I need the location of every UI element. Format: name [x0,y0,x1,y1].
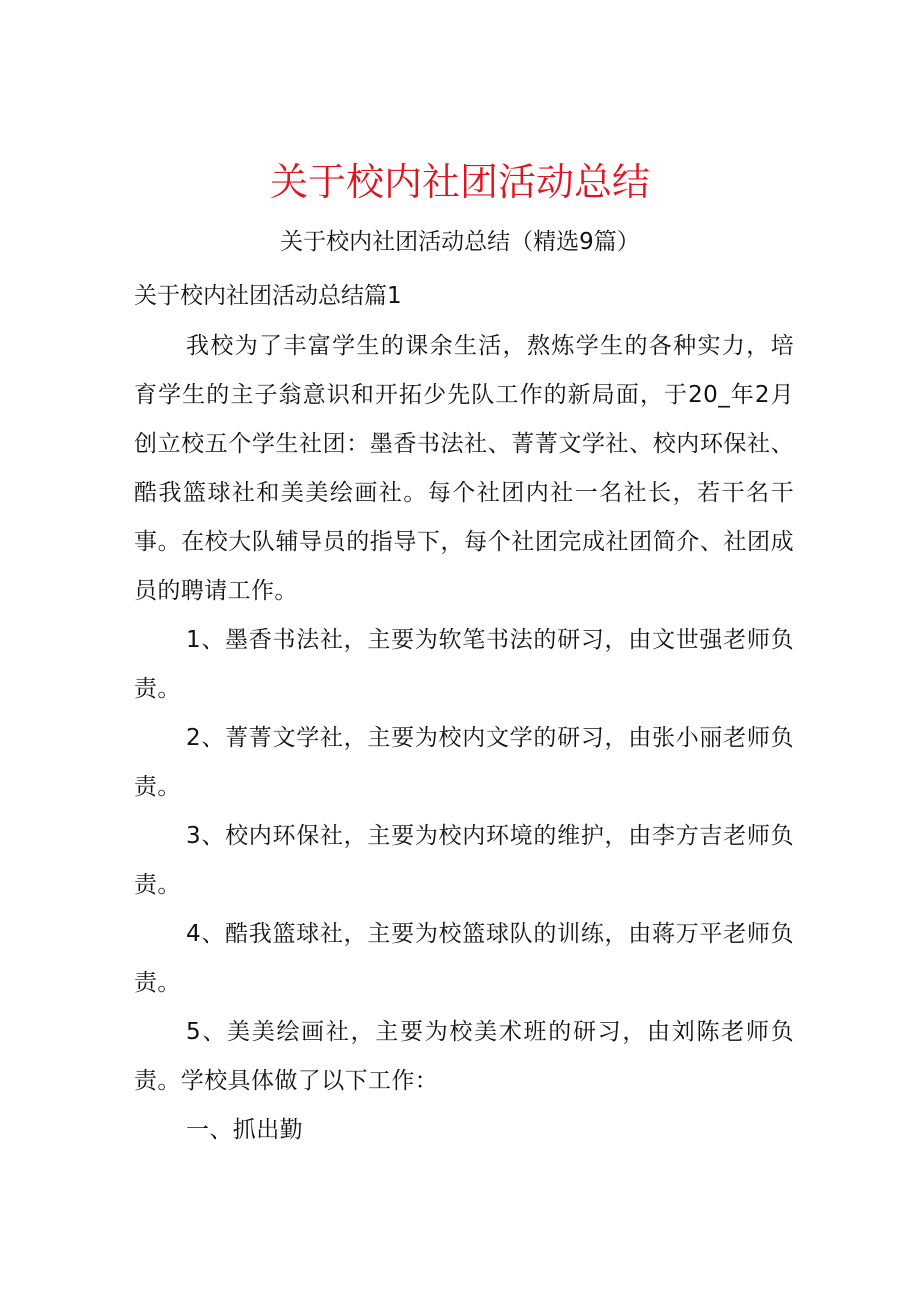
section-heading: 关于校内社团活动总结篇1 [134,283,402,309]
paragraph-club-3: 3、校内环保社，主要为校内环境的维护，由李方吉老师负责。 [134,823,794,898]
document-subtitle: 关于校内社团活动总结（精选9篇） [280,229,640,255]
paragraph-club-5: 5、美美绘画社，主要为校美术班的研习，由刘陈老师负责。学校具体做了以下工作： [134,1019,794,1094]
paragraph-intro: 我校为了丰富学生的课余生活，熬炼学生的各种实力，培育学生的主子翁意识和开拓少先队工作的新局面，于20_年2月创立校五个学生社团：墨香书法社、菁菁文学社、校内环保社、酷我篮球社和美美绘画社。每个社团内社一名社长，若干名干事。在校大队辅导员的指导下，每个社团完成社团简介、社团成员的聘请工作。 [134,333,794,604]
paragraph-club-4: 4、酷我篮球社，主要为校篮球队的训练，由蒋万平老师负责。 [134,921,794,996]
paragraph-club-1: 1、墨香书法社，主要为软笔书法的研习，由文世强老师负责。 [134,627,794,702]
paragraph-section-attendance: 一、抓出勤 [186,1117,303,1143]
document-body [134,322,794,1155]
document-title: 关于校内社团活动总结 [269,160,650,204]
paragraph-club-2: 2、菁菁文学社，主要为校内文学的研习，由张小丽老师负责。 [134,725,794,800]
